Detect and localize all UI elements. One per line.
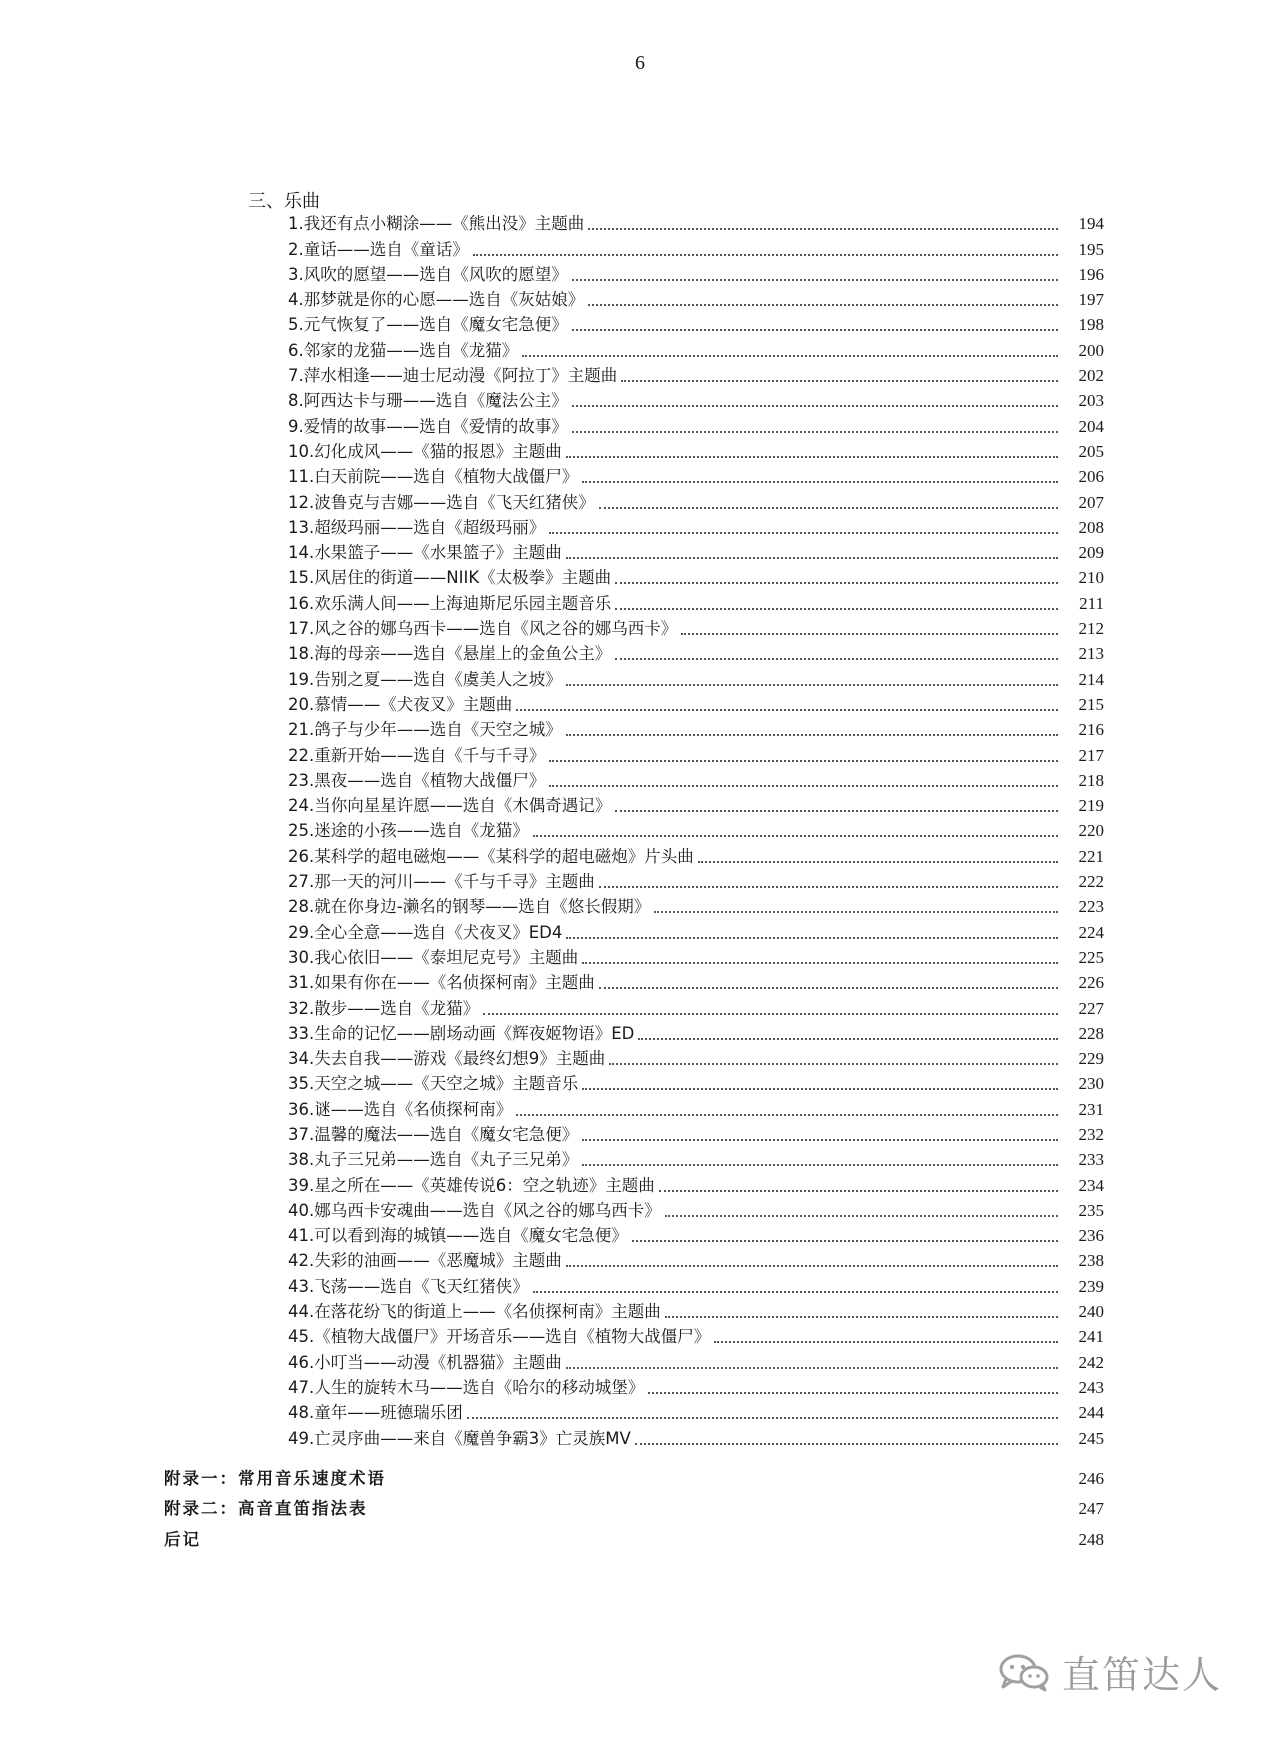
- toc-entry: [288, 1272, 1104, 1297]
- toc-entry-page: 230: [1078, 1074, 1104, 1094]
- dot-leader: [533, 834, 1058, 837]
- toc-entry: [288, 311, 1104, 336]
- toc-entry-page: 206: [1078, 467, 1104, 487]
- section-heading: 三、乐曲: [248, 191, 320, 212]
- dot-leader: [632, 1239, 1058, 1242]
- toc-entry-title: 46.小叮当——动漫《机器猫》主题曲: [288, 1352, 562, 1372]
- toc-entry: [288, 488, 1104, 513]
- toc-entry: [288, 1323, 1104, 1348]
- toc-entry: [288, 336, 1104, 361]
- toc-entry-title: 24.当你向星星许愿——选自《木偶奇遇记》: [288, 796, 612, 816]
- toc-entry-page: 228: [1078, 1023, 1104, 1043]
- dot-leader: [549, 759, 1058, 762]
- toc-entry-page: 209: [1078, 543, 1104, 563]
- dot-leader: [582, 480, 1058, 483]
- toc-entry-page: 205: [1078, 441, 1104, 461]
- toc-entry-title: 2.童话——选自《童话》: [288, 239, 469, 259]
- toc-entry-title: 3.风吹的愿望——选自《风吹的愿望》: [288, 264, 568, 284]
- toc-entry-title: 6.邻家的龙猫——选自《龙猫》: [288, 340, 519, 360]
- toc-entry-title: 45.《植物大战僵尸》开场音乐——选自《植物大战僵尸》: [288, 1327, 711, 1347]
- toc-entry-page: 215: [1078, 694, 1104, 714]
- toc-entry: [288, 564, 1104, 589]
- toc-list: [288, 210, 1104, 1450]
- toc-entry: [288, 261, 1104, 286]
- appendix-entry-title: 附录一：常用音乐速度术语: [164, 1468, 386, 1488]
- toc-entry-page: 194: [1078, 214, 1104, 234]
- toc-entry: [288, 412, 1104, 437]
- toc-entry-page: 224: [1078, 922, 1104, 942]
- toc-entry-title: 32.散步——选自《龙猫》: [288, 998, 480, 1018]
- toc-entry: [288, 1020, 1104, 1045]
- toc-entry: [288, 842, 1104, 867]
- dot-leader: [635, 1442, 1058, 1445]
- page-number: 6: [635, 52, 645, 74]
- toc-entry: [288, 210, 1104, 235]
- toc-entry-page: 244: [1078, 1403, 1104, 1423]
- toc-entry-page: 208: [1078, 517, 1104, 537]
- dot-leader: [516, 1113, 1058, 1116]
- dot-leader: [609, 1062, 1058, 1065]
- toc-entry: [288, 387, 1104, 412]
- dot-leader: [665, 1214, 1058, 1217]
- toc-entry-title: 26.某科学的超电磁炮——《某科学的超电磁炮》片头曲: [288, 846, 694, 866]
- toc-entry-title: 49.亡灵序曲——来自《魔兽争霸3》亡灵族MV: [288, 1428, 631, 1448]
- dot-leader: [588, 227, 1058, 230]
- toc-entry-page: 242: [1078, 1352, 1104, 1372]
- dot-leader: [483, 1012, 1058, 1015]
- toc-entry-title: 37.温馨的魔法——选自《魔女宅急便》: [288, 1124, 579, 1144]
- toc-entry-page: 202: [1078, 366, 1104, 386]
- toc-entry-title: 14.水果篮子——《水果篮子》主题曲: [288, 543, 562, 563]
- toc-entry-page: 211: [1079, 593, 1104, 613]
- toc-entry: [288, 514, 1104, 539]
- toc-entry-page: 241: [1078, 1327, 1104, 1347]
- dot-leader: [599, 885, 1058, 888]
- toc-entry: [288, 918, 1104, 943]
- toc-entry: [288, 615, 1104, 640]
- toc-entry-page: 222: [1078, 872, 1104, 892]
- toc-entry-page: 204: [1078, 416, 1104, 436]
- dot-leader: [533, 1290, 1058, 1293]
- toc-entry-title: 23.黑夜——选自《植物大战僵尸》: [288, 770, 546, 790]
- toc-entry-page: 240: [1078, 1302, 1104, 1322]
- toc-entry-page: 214: [1078, 669, 1104, 689]
- toc-entry: [288, 1298, 1104, 1323]
- dot-leader: [572, 404, 1058, 407]
- toc-entry: [288, 640, 1104, 665]
- appendix-entry-page: 247: [1078, 1499, 1104, 1518]
- toc-entry-page: 200: [1078, 340, 1104, 360]
- toc-entry-page: 219: [1078, 796, 1104, 816]
- dot-leader: [615, 607, 1058, 610]
- toc-entry-title: 36.谜——选自《名侦探柯南》: [288, 1099, 513, 1119]
- dot-leader: [659, 1189, 1058, 1192]
- dot-leader: [582, 1087, 1058, 1090]
- dot-leader: [615, 581, 1058, 584]
- toc-entry-page: 233: [1078, 1150, 1104, 1170]
- toc-entry-title: 34.失去自我——游戏《最终幻想9》主题曲: [288, 1049, 606, 1069]
- dot-leader: [665, 1315, 1058, 1318]
- dot-leader: [582, 1163, 1058, 1166]
- dot-leader: [473, 253, 1058, 256]
- toc-entry-page: 232: [1078, 1124, 1104, 1144]
- toc-entry-title: 9.爱情的故事——选自《爱情的故事》: [288, 416, 568, 436]
- dot-leader: [572, 430, 1058, 433]
- appendix-list: [164, 1458, 1104, 1550]
- toc-entry-page: 236: [1078, 1226, 1104, 1246]
- toc-entry-page: 197: [1078, 290, 1104, 310]
- toc-entry-title: 18.海的母亲——选自《悬崖上的金鱼公主》: [288, 644, 612, 664]
- toc-entry-title: 39.星之所在——《英雄传说6：空之轨迹》主题曲: [288, 1175, 655, 1195]
- toc-entry-title: 22.重新开始——选自《千与千寻》: [288, 745, 546, 765]
- toc-entry: [288, 438, 1104, 463]
- toc-entry-page: 217: [1078, 745, 1104, 765]
- toc-entry-title: 8.阿西达卡与珊——选自《魔法公主》: [288, 391, 568, 411]
- toc-entry: [288, 362, 1104, 387]
- toc-entry: [288, 994, 1104, 1019]
- toc-entry-title: 27.那一天的河川——《千与千寻》主题曲: [288, 872, 595, 892]
- toc-entry-title: 19.告别之夏——选自《虞美人之坡》: [288, 669, 562, 689]
- dot-leader: [599, 506, 1058, 509]
- toc-entry-page: 220: [1078, 821, 1104, 841]
- dot-leader: [582, 1138, 1058, 1141]
- toc-entry-title: 17.风之谷的娜乌西卡——选自《风之谷的娜乌西卡》: [288, 619, 678, 639]
- toc-entry-title: 12.波鲁克与吉娜——选自《飞天红猪侠》: [288, 492, 595, 512]
- toc-entry: [288, 589, 1104, 614]
- toc-entry: [288, 944, 1104, 969]
- dot-leader: [615, 657, 1058, 660]
- dot-leader: [599, 986, 1058, 989]
- toc-entry: [288, 463, 1104, 488]
- dot-leader: [698, 860, 1058, 863]
- dot-leader: [549, 784, 1058, 787]
- toc-entry-page: 225: [1078, 947, 1104, 967]
- toc-entry: [288, 1070, 1104, 1095]
- dot-leader: [654, 910, 1058, 913]
- dot-leader: [648, 1391, 1058, 1394]
- toc-entry-page: 234: [1078, 1175, 1104, 1195]
- toc-entry: [288, 1222, 1104, 1247]
- toc-entry-title: 13.超级玛丽——选自《超级玛丽》: [288, 517, 546, 537]
- toc-entry-title: 48.童年——班德瑞乐团: [288, 1403, 463, 1423]
- toc-entry-title: 33.生命的记忆——剧场动画《辉夜姬物语》ED: [288, 1023, 635, 1043]
- toc-entry-page: 198: [1078, 315, 1104, 335]
- dot-leader: [467, 1416, 1058, 1419]
- toc-entry: [288, 969, 1104, 994]
- appendix-entry-page: 248: [1078, 1529, 1104, 1549]
- toc-entry: [288, 792, 1104, 817]
- toc-entry: [288, 665, 1104, 690]
- toc-entry-title: 11.白天前院——选自《植物大战僵尸》: [288, 467, 579, 487]
- toc-entry-page: 207: [1078, 492, 1104, 512]
- toc-entry-page: 195: [1078, 239, 1104, 259]
- toc-entry-title: 5.元气恢复了——选自《魔女宅急便》: [288, 315, 568, 335]
- watermark: [996, 1644, 1222, 1699]
- toc-entry-page: 245: [1078, 1428, 1104, 1448]
- toc-entry-title: 35.天空之城——《天空之城》主题音乐: [288, 1074, 579, 1094]
- toc-entry-page: 229: [1078, 1049, 1104, 1069]
- toc-entry-title: 10.幻化成风——《猫的报恩》主题曲: [288, 441, 562, 461]
- toc-entry-title: 28.就在你身边-濑名的钢琴——选自《悠长假期》: [288, 897, 651, 917]
- toc-entry: [288, 1121, 1104, 1146]
- dot-leader: [566, 1366, 1058, 1369]
- toc-entry: [288, 1348, 1104, 1373]
- appendix-entry-title: 附录二：高音直笛指法表: [164, 1499, 368, 1518]
- toc-entry-title: 7.萍水相逢——迪士尼动漫《阿拉丁》主题曲: [288, 366, 618, 386]
- toc-entry-page: 216: [1078, 720, 1104, 740]
- dot-leader: [572, 328, 1058, 331]
- toc-entry-page: 226: [1078, 973, 1104, 993]
- toc-entry-title: 30.我心依旧——《泰坦尼克号》主题曲: [288, 947, 579, 967]
- appendix-entry: [164, 1519, 1104, 1550]
- toc-entry: [288, 1197, 1104, 1222]
- dot-leader: [566, 1264, 1058, 1267]
- toc-entry-title: 1.我还有点小糊涂——《熊出没》主题曲: [288, 214, 585, 234]
- toc-entry: [288, 893, 1104, 918]
- toc-entry-page: 223: [1078, 897, 1104, 917]
- toc-entry: [288, 539, 1104, 564]
- toc-entry-title: 43.飞荡——选自《飞天红猪侠》: [288, 1276, 529, 1296]
- toc-entry: [288, 1095, 1104, 1120]
- toc-entry-page: 218: [1078, 770, 1104, 790]
- toc-entry-page: 221: [1078, 846, 1104, 866]
- toc-entry: [288, 716, 1104, 741]
- toc-entry-title: 41.可以看到海的城镇——选自《魔女宅急便》: [288, 1226, 628, 1246]
- dot-leader: [566, 556, 1058, 559]
- toc-entry-title: 44.在落花纷飞的街道上——《名侦探柯南》主题曲: [288, 1302, 661, 1322]
- toc-entry-title: 47.人生的旋转木马——选自《哈尔的移动城堡》: [288, 1377, 645, 1397]
- toc-entry: [288, 1247, 1104, 1272]
- toc-entry: [288, 817, 1104, 842]
- toc-entry: [288, 1146, 1104, 1171]
- toc-entry-page: 231: [1078, 1099, 1104, 1119]
- dot-leader: [621, 379, 1058, 382]
- toc-entry-title: 42.失彩的油画——《恶魔城》主题曲: [288, 1251, 562, 1271]
- dot-leader: [714, 1340, 1058, 1343]
- dot-leader: [681, 632, 1058, 635]
- dot-leader: [566, 733, 1058, 736]
- toc-entry-title: 31.如果有你在——《名侦探柯南》主题曲: [288, 973, 595, 993]
- dot-leader: [615, 809, 1058, 812]
- toc-entry-title: 29.全心全意——选自《犬夜叉》ED4: [288, 922, 563, 942]
- dot-leader: [566, 936, 1058, 939]
- appendix-entry: [164, 1458, 1104, 1489]
- dot-leader: [566, 683, 1058, 686]
- dot-leader: [588, 303, 1058, 306]
- toc-entry: [288, 286, 1104, 311]
- watermark-text: 直笛达人: [1062, 1653, 1223, 1697]
- dot-leader: [522, 354, 1058, 357]
- toc-entry-page: 210: [1078, 568, 1104, 588]
- toc-entry-title: 4.那梦就是你的心愿——选自《灰姑娘》: [288, 290, 585, 310]
- toc-entry-title: 20.慕情——《犬夜叉》主题曲: [288, 694, 513, 714]
- toc-entry: [288, 1171, 1104, 1196]
- toc-entry-title: 38.丸子三兄弟——选自《丸子三兄弟》: [288, 1150, 579, 1170]
- toc-entry-page: 235: [1078, 1200, 1104, 1220]
- dot-leader: [566, 455, 1058, 458]
- toc-entry: [288, 1424, 1104, 1449]
- appendix-entry-page: 246: [1078, 1468, 1104, 1488]
- toc-entry-title: 40.娜乌西卡安魂曲——选自《风之谷的娜乌西卡》: [288, 1200, 661, 1220]
- toc-entry-page: 227: [1078, 998, 1104, 1018]
- toc-entry: [288, 767, 1104, 792]
- dot-leader: [582, 961, 1058, 964]
- toc-entry-title: 21.鸽子与少年——选自《天空之城》: [288, 720, 562, 740]
- toc-entry-page: 213: [1078, 644, 1104, 664]
- appendix-entry-title: 后记: [164, 1529, 201, 1549]
- toc-entry-title: 16.欢乐满人间——上海迪斯尼乐园主题音乐: [288, 593, 612, 613]
- toc-entry-page: 239: [1078, 1276, 1104, 1296]
- toc-entry-page: 212: [1078, 619, 1104, 639]
- appendix-entry: [164, 1489, 1104, 1520]
- dot-leader: [549, 531, 1058, 534]
- toc-entry: [288, 868, 1104, 893]
- dot-leader: [572, 278, 1058, 281]
- toc-entry-title: 25.迷途的小孩——选自《龙猫》: [288, 821, 529, 841]
- toc-entry-page: 196: [1078, 264, 1104, 284]
- toc-entry: [288, 1399, 1104, 1424]
- wechat-icon: [996, 1652, 1052, 1692]
- toc-entry-page: 203: [1078, 391, 1104, 411]
- toc-entry-page: 243: [1078, 1377, 1104, 1397]
- toc-entry: [288, 1374, 1104, 1399]
- toc-entry: [288, 691, 1104, 716]
- toc-entry-title: 15.风居住的街道——NIIK《太极拳》主题曲: [288, 568, 612, 588]
- toc-entry-page: 238: [1078, 1251, 1104, 1271]
- toc-entry: [288, 741, 1104, 766]
- toc-entry: [288, 235, 1104, 260]
- toc-entry: [288, 1045, 1104, 1070]
- dot-leader: [516, 708, 1058, 711]
- dot-leader: [638, 1037, 1058, 1040]
